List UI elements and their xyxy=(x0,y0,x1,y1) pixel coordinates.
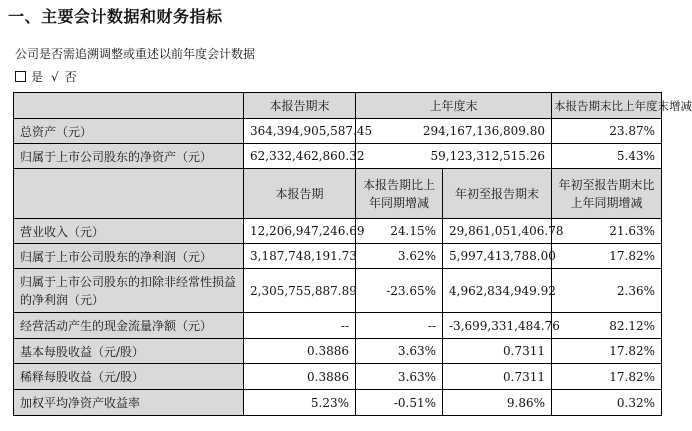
row-label: 加权平均净资产收益率 xyxy=(14,390,244,416)
cell-current: 62,332,462,860.32 xyxy=(244,144,356,169)
cell-ytd: 0.7311 xyxy=(443,339,552,364)
cell-prior: 294,167,136,809.80 xyxy=(356,119,552,144)
cell-change: 23.87% xyxy=(552,119,662,144)
cell-ytd-change: 17.82% xyxy=(552,244,662,269)
header-cell-ytd: 年初至报告期末 xyxy=(443,169,552,219)
table-row xyxy=(14,390,662,416)
cell-ytd-change: 0.32% xyxy=(552,390,662,416)
row-label: 基本每股收益（元/股） xyxy=(14,339,244,364)
cell-ytd-change: 17.82% xyxy=(552,339,662,364)
cell-period-change: -- xyxy=(356,313,443,339)
table-header-row xyxy=(14,93,662,119)
cell-period-change: 3.63% xyxy=(356,339,443,364)
header-cell-prior-year-end: 上年度末 xyxy=(356,93,552,119)
table-row xyxy=(14,269,662,313)
yes-label: 是 xyxy=(31,70,44,84)
cell-prior: 59,123,312,515.26 xyxy=(356,144,552,169)
cell-ytd: 0.7311 xyxy=(443,364,552,390)
row-label: 营业收入（元） xyxy=(14,219,244,244)
cell-period: 2,305,755,887.89 xyxy=(244,269,356,313)
header-cell-change: 本报告期末比上年度末增减 xyxy=(552,93,662,119)
cell-period: -- xyxy=(244,313,356,339)
table-row xyxy=(14,339,662,364)
row-label: 总资产（元） xyxy=(14,119,244,144)
table-row xyxy=(14,119,662,144)
no-label: 否 xyxy=(64,70,77,84)
table-header-row xyxy=(14,169,662,219)
cell-ytd-change: 2.36% xyxy=(552,269,662,313)
cell-change: 5.43% xyxy=(552,144,662,169)
header-cell-ytd-change: 年初至报告期末比上年同期增减 xyxy=(552,169,662,219)
cell-period: 12,206,947,246.69 xyxy=(244,219,356,244)
financial-data-table xyxy=(13,92,692,416)
header-cell-blank xyxy=(14,169,244,219)
cell-period: 0.3886 xyxy=(244,364,356,390)
header-cell-blank xyxy=(14,93,244,119)
table-row xyxy=(14,244,662,269)
header-cell-period: 本报告期 xyxy=(244,169,356,219)
cell-ytd-change: 17.82% xyxy=(552,364,662,390)
header-cell-period-change: 本报告期比上年同期增减 xyxy=(356,169,443,219)
row-label: 稀释每股收益（元/股） xyxy=(14,364,244,390)
row-label: 归属于上市公司股东的扣除非经常性损益的净利润（元） xyxy=(14,269,244,313)
restatement-options xyxy=(15,68,77,85)
cell-ytd-change: 82.12% xyxy=(552,313,662,339)
row-label: 归属于上市公司股东的净利润（元） xyxy=(14,244,244,269)
checkbox-icon xyxy=(15,71,26,82)
cell-period: 5.23% xyxy=(244,390,356,416)
cell-period-change: -0.51% xyxy=(356,390,443,416)
table-row xyxy=(14,144,662,169)
cell-period: 0.3886 xyxy=(244,339,356,364)
table-row xyxy=(14,364,662,390)
cell-ytd: 5,997,413,788.00 xyxy=(443,244,552,269)
section-heading: 一、主要会计数据和财务指标 xyxy=(8,7,223,26)
restatement-question: 公司是否需追溯调整或重述以前年度会计数据 xyxy=(15,47,256,61)
cell-ytd: 9.86% xyxy=(443,390,552,416)
cell-ytd-change: 21.63% xyxy=(552,219,662,244)
row-label: 归属于上市公司股东的净资产（元） xyxy=(14,144,244,169)
table-row xyxy=(14,219,662,244)
cell-period-change: -23.65% xyxy=(356,269,443,313)
cell-period-change: 3.63% xyxy=(356,364,443,390)
row-label: 经营活动产生的现金流量净额（元） xyxy=(14,313,244,339)
header-cell-period-end: 本报告期末 xyxy=(244,93,356,119)
cell-period: 3,187,748,191.73 xyxy=(244,244,356,269)
cell-ytd: 4,962,834,949.92 xyxy=(443,269,552,313)
cell-period-change: 3.62% xyxy=(356,244,443,269)
cell-ytd: 29,861,051,406.78 xyxy=(443,219,552,244)
cell-ytd: -3,699,331,484.76 xyxy=(443,313,552,339)
table-row xyxy=(14,313,662,339)
check-mark-icon: √ xyxy=(51,70,59,84)
cell-current: 364,394,905,587.45 xyxy=(244,119,356,144)
cell-period-change: 24.15% xyxy=(356,219,443,244)
